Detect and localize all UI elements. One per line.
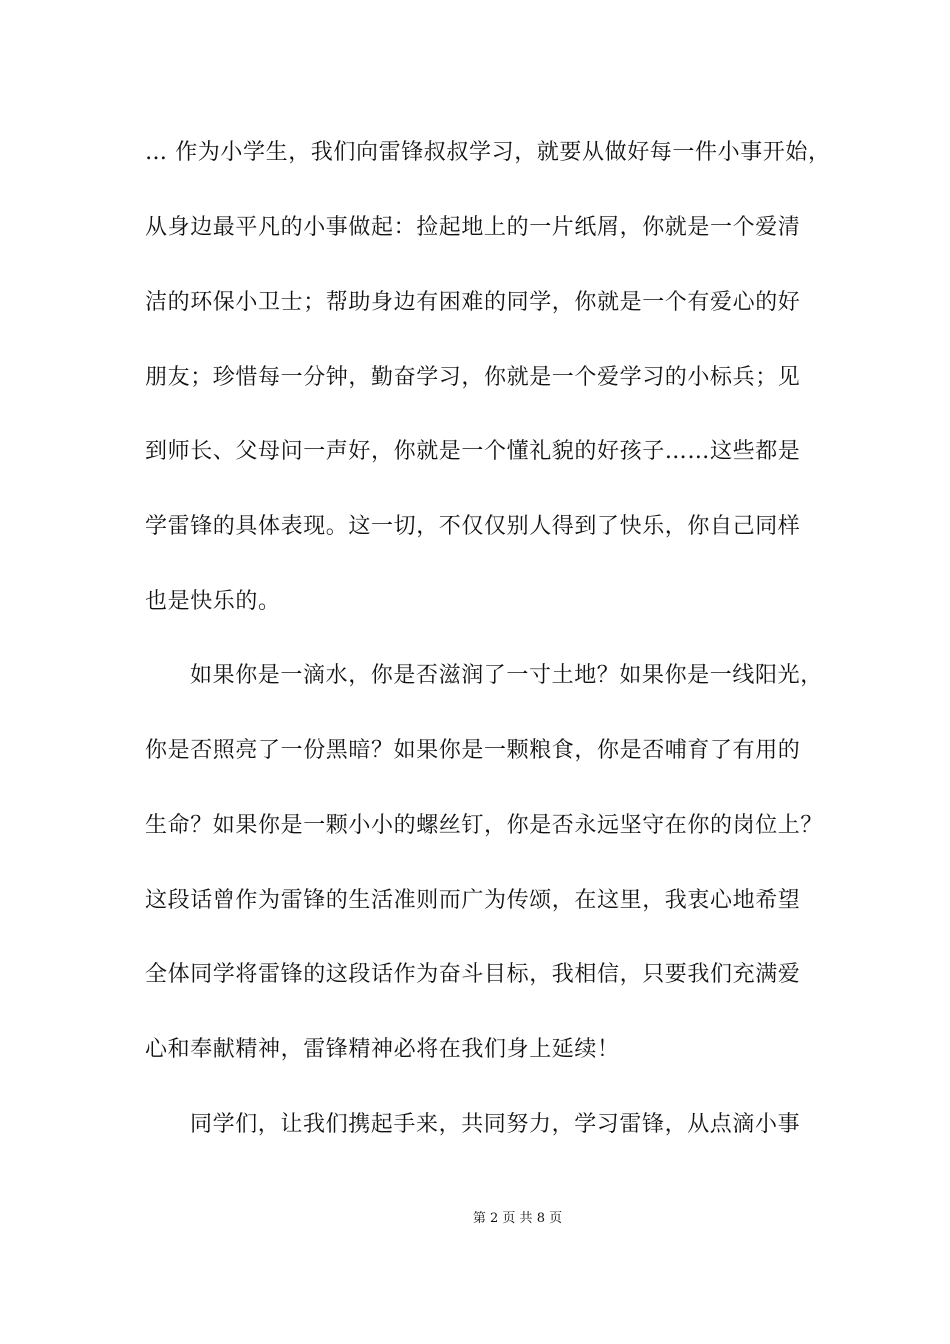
paragraph-2-line-1: 如果你是一滴水，你是否滋润了一寸土地？如果你是一线阳光，: [190, 663, 823, 688]
paragraph-1-line-7: 也是快乐的。: [145, 589, 281, 614]
paragraph-1-line-6: 学雷锋的具体表现。这一切，不仅仅别人得到了快乐，你自己同样: [145, 514, 801, 539]
paragraph-1-line-1: … 作为小学生，我们向雷锋叔叔学习，就要从做好每一件小事开始，: [145, 140, 831, 165]
page-number-footer: 第 2 页 共 8 页: [472, 1211, 563, 1226]
paragraph-2-line-2: 你是否照亮了一份黑暗？如果你是一颗粮食，你是否哺育了有用的: [145, 738, 801, 763]
paragraph-2-line-4: 这段话曾作为雷锋的生活准则而广为传颂，在这里，我衷心地希望: [145, 888, 801, 913]
paragraph-2-line-5: 全体同学将雷锋的这段话作为奋斗目标，我相信，只要我们充满爱: [145, 962, 801, 987]
paragraph-3-line-1: 同学们，让我们携起手来，共同努力，学习雷锋，从点滴小事: [190, 1112, 801, 1137]
paragraph-1-line-5: 到师长、父母问一声好，你就是一个懂礼貌的好孩子……这些都是: [145, 439, 801, 464]
paragraph-1-line-3: 洁的环保小卫士；帮助身边有困难的同学，你就是一个有爱心的好: [145, 290, 801, 315]
paragraph-2-line-3: 生命？如果你是一颗小小的螺丝钉，你是否永远坚守在你的岗位上？: [145, 813, 824, 838]
paragraph-1-line-4: 朋友；珍惜每一分钟，勤奋学习，你就是一个爱学习的小标兵；见: [145, 365, 801, 390]
paragraph-1-line-2: 从身边最平凡的小事做起：捡起地上的一片纸屑，你就是一个爱清: [145, 215, 801, 240]
paragraph-2-line-6: 心和奉献精神，雷锋精神必将在我们身上延续！: [145, 1037, 620, 1062]
